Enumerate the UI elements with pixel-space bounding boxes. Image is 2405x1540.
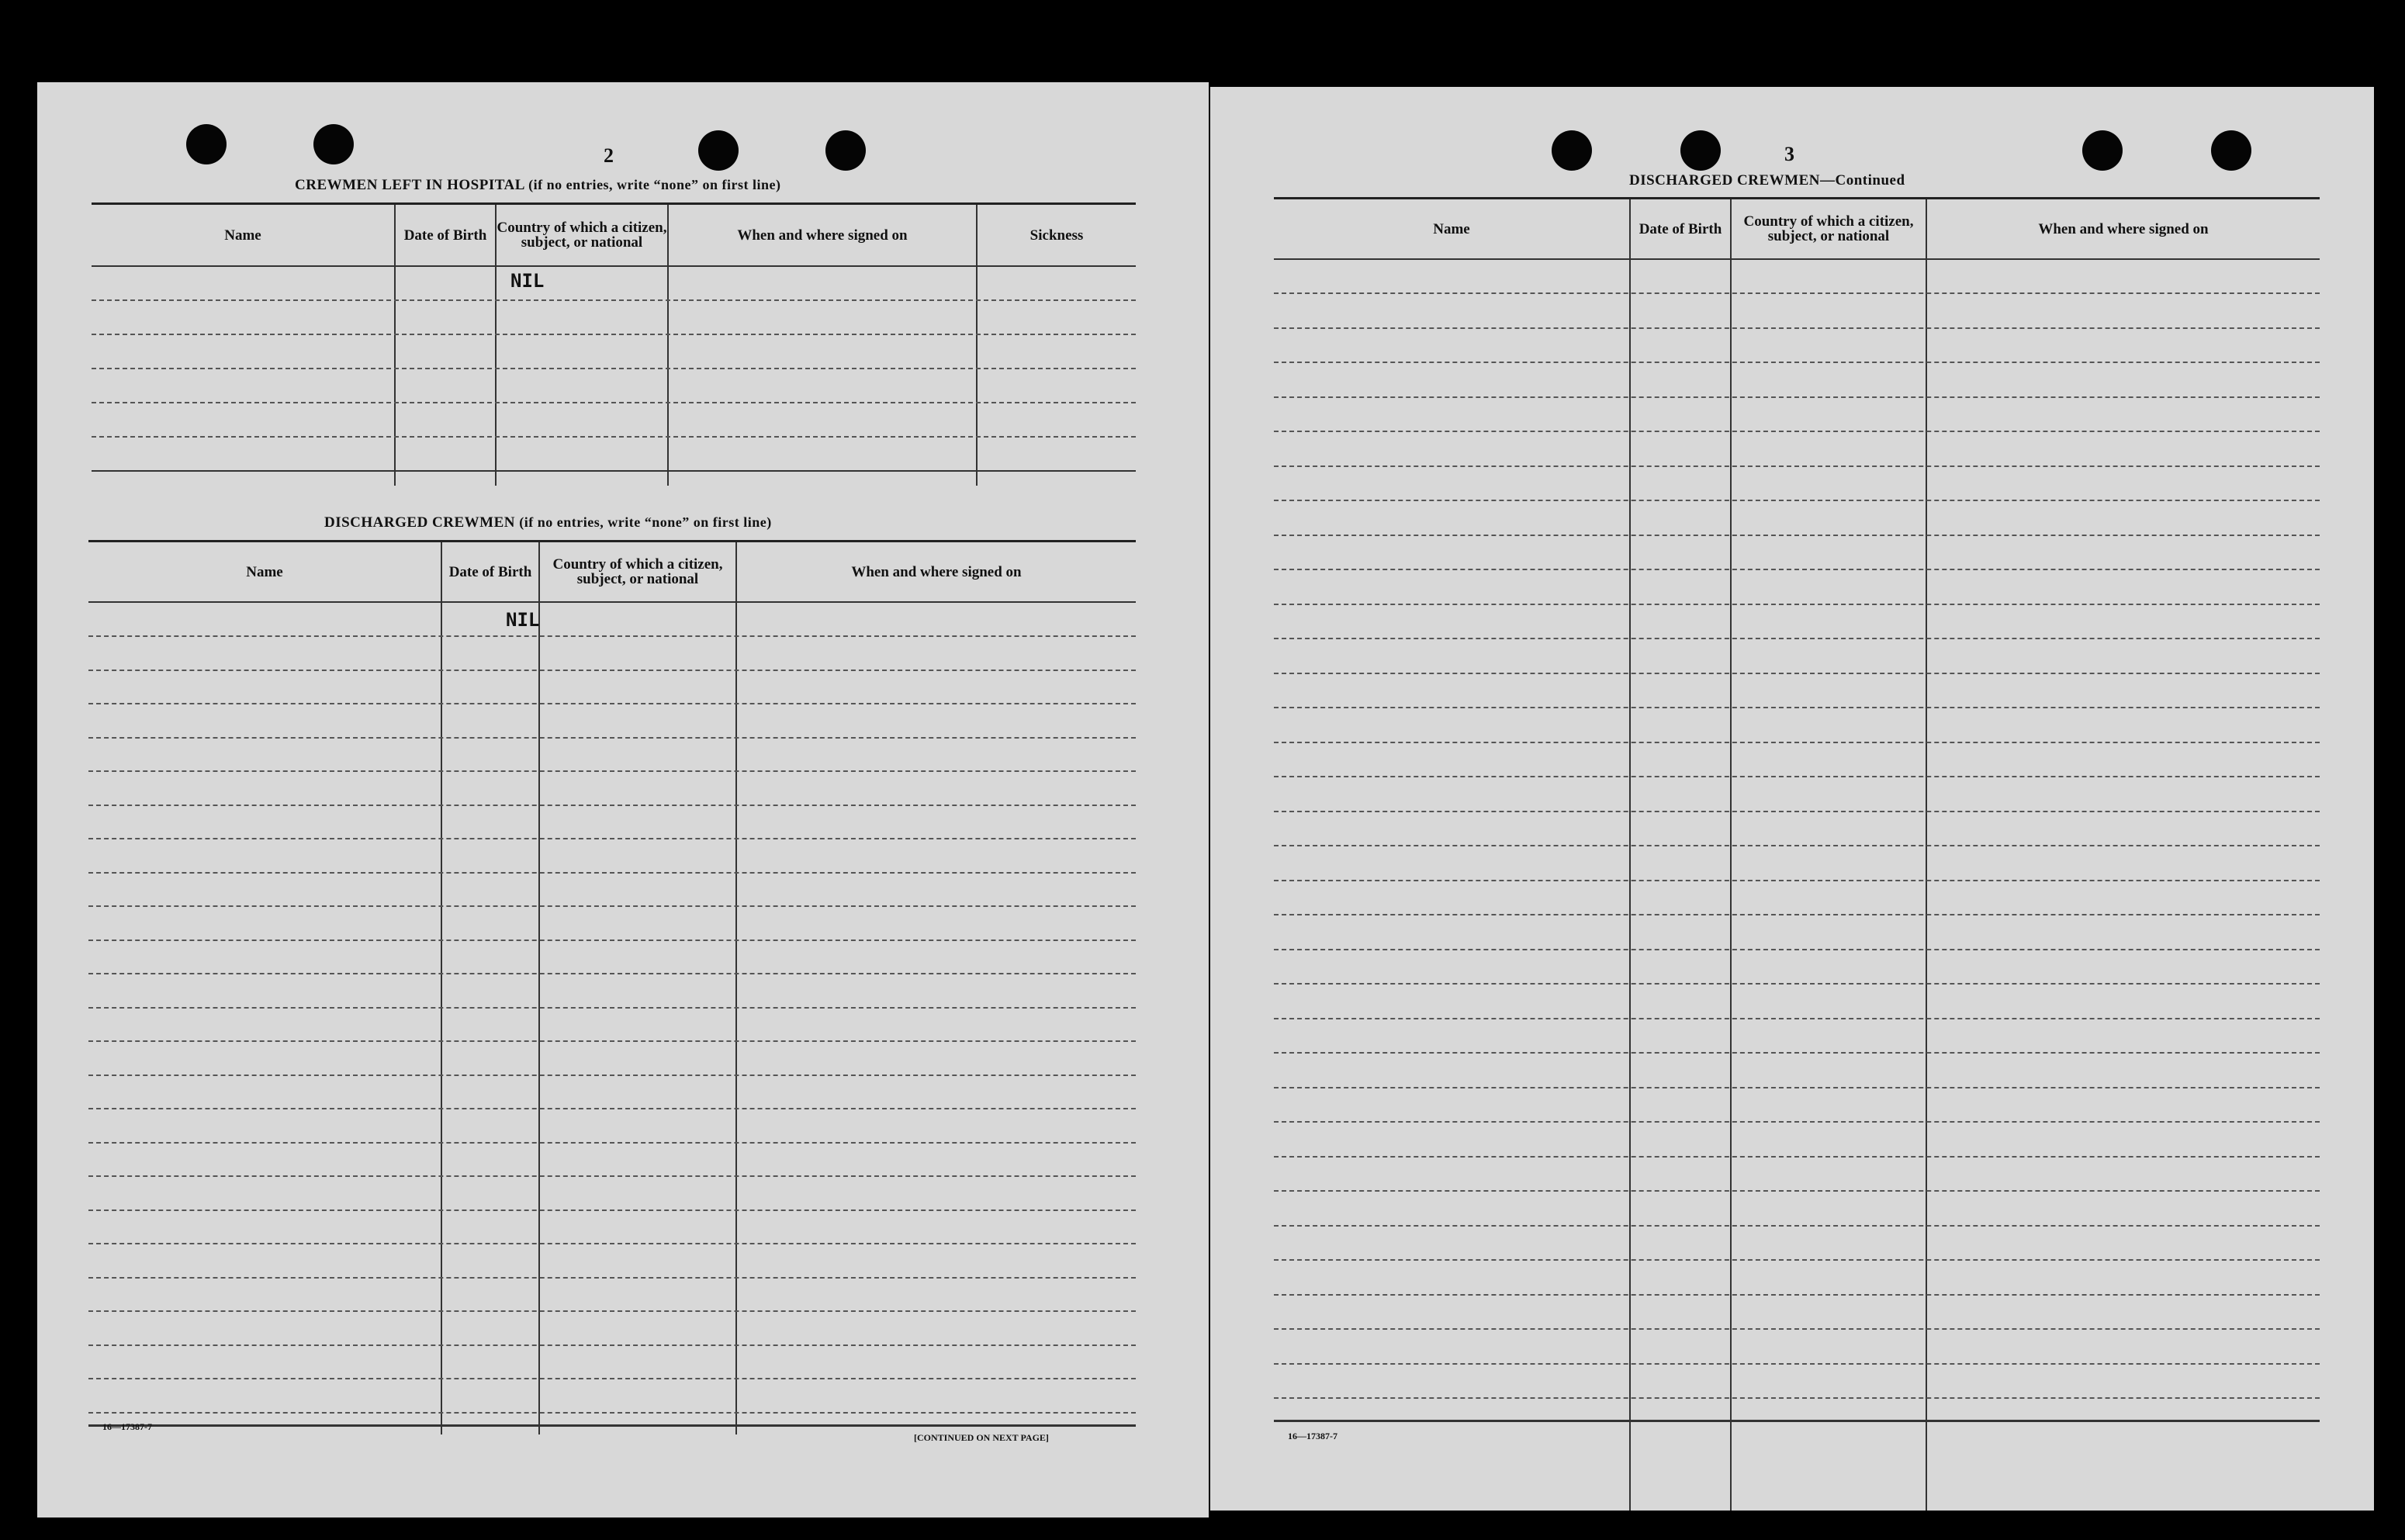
table-row: [1274, 673, 2320, 674]
table-row: [1274, 465, 2320, 467]
table-row: [88, 635, 1136, 637]
discharged-continued-header: [1274, 199, 2320, 260]
table-row: [92, 402, 1136, 403]
table-row: [92, 436, 1136, 438]
table-row: [88, 737, 1136, 739]
table-row: [1274, 396, 2320, 398]
table-row: [92, 368, 1136, 369]
header-name: Name: [224, 227, 261, 244]
table-row: [88, 1378, 1136, 1379]
column-divider: [538, 542, 540, 1434]
header-date-of-birth: Date of Birth: [1639, 220, 1722, 237]
table-row: [1274, 845, 2320, 846]
table-row: [1274, 1190, 2320, 1192]
table-row: [92, 334, 1136, 335]
punch-hole: [313, 124, 354, 164]
table-row: [1274, 638, 2320, 639]
table-row: [1274, 776, 2320, 777]
discharged-section-title: [324, 514, 772, 531]
punch-hole: [2211, 130, 2251, 171]
table-row: [88, 770, 1136, 772]
table-row: [1274, 535, 2320, 536]
column-divider: [394, 205, 396, 486]
table-row: [1274, 1397, 2320, 1399]
hospital-table-header: [92, 205, 1136, 267]
continued-note: [CONTINUED ON NEXT PAGE]: [914, 1432, 1049, 1443]
table-row: [88, 1075, 1136, 1076]
table-row: [1274, 811, 2320, 812]
table-row: [1274, 949, 2320, 950]
table-row: [1274, 1018, 2320, 1019]
form-number: 16—17387-7: [1288, 1431, 1337, 1441]
table-row: [88, 940, 1136, 941]
table-row: [1274, 604, 2320, 605]
column-divider: [495, 205, 497, 486]
table-row: [88, 1310, 1136, 1312]
table-row: [88, 1344, 1136, 1346]
table-row: [1274, 1121, 2320, 1123]
header-name: Name: [1433, 220, 1470, 237]
punch-hole: [1680, 130, 1721, 171]
discharged-entry: NIL: [506, 609, 540, 631]
page-number: 2: [604, 144, 614, 167]
discharged-title-note: (if no entries, write “none” on first line): [519, 514, 772, 530]
punch-hole: [698, 130, 739, 171]
table-row: [88, 838, 1136, 839]
header-date-of-birth: Date of Birth: [403, 227, 487, 244]
table-row: [1274, 1328, 2320, 1330]
discharged-title-text: DISCHARGED CREWMEN: [324, 514, 515, 531]
form-number: 16—17387-7: [102, 1421, 152, 1432]
header-sickness: Sickness: [1029, 227, 1084, 244]
header-signed-on: When and where signed on: [2038, 220, 2209, 237]
table-row: [1274, 500, 2320, 501]
table-row: [1274, 292, 2320, 294]
column-divider: [667, 205, 669, 486]
table-row: [1274, 1156, 2320, 1158]
table-row: [1274, 1294, 2320, 1296]
table-row: [1274, 431, 2320, 432]
table-row: [1274, 362, 2320, 363]
table-row: [88, 1007, 1136, 1009]
punch-hole: [2082, 130, 2123, 171]
table-row: [1274, 742, 2320, 743]
hospital-title-text: CREWMEN LEFT IN HOSPITAL: [295, 177, 524, 193]
punch-hole: [1552, 130, 1592, 171]
punch-hole: [186, 124, 227, 164]
table-row: [1274, 1052, 2320, 1054]
header-country: Country of which a citizen, subject, or national: [552, 556, 723, 587]
table-row: [1274, 1087, 2320, 1088]
table-row: [88, 1412, 1136, 1414]
header-name: Name: [246, 563, 283, 580]
table-row: [88, 1210, 1136, 1211]
table-row: [1274, 914, 2320, 915]
table-row: [88, 1243, 1136, 1244]
header-country: Country of which a citizen, subject, or national: [497, 220, 667, 251]
table-row: [1274, 1363, 2320, 1365]
table-row: [88, 1277, 1136, 1279]
table-row: [1274, 707, 2320, 708]
discharged-table: [88, 540, 1136, 1434]
discharged-continued-title: DISCHARGED CREWMEN—Continued: [1629, 172, 1905, 189]
hospital-title-note: (if no entries, write “none” on first line): [528, 177, 781, 192]
table-row: [1274, 1225, 2320, 1227]
table-row: [1274, 983, 2320, 985]
table-row: [88, 703, 1136, 704]
table-row: [88, 973, 1136, 974]
hospital-entry: NIL: [510, 270, 545, 292]
table-row: [88, 1108, 1136, 1109]
column-divider: [976, 205, 978, 486]
header-signed-on: When and where signed on: [737, 227, 908, 244]
bottom-rule: [1274, 1420, 2320, 1422]
bottom-rule: [88, 1424, 1136, 1427]
header-country: Country of which a citizen, subject, or national: [1743, 213, 1914, 244]
table-row: [88, 905, 1136, 907]
table-row: [1274, 327, 2320, 329]
right-page: [1210, 87, 2374, 1511]
header-date-of-birth: Date of Birth: [448, 563, 532, 580]
table-row: [88, 805, 1136, 806]
column-divider: [441, 542, 442, 1434]
table-row: [88, 670, 1136, 671]
table-row: [88, 1040, 1136, 1042]
discharged-table-header: [88, 542, 1136, 603]
column-divider: [735, 542, 737, 1434]
discharged-continued-table: [1274, 197, 2320, 1511]
hospital-table: [92, 202, 1136, 486]
hospital-section-title: [295, 177, 781, 194]
table-row: [88, 872, 1136, 874]
table-row: [1274, 880, 2320, 881]
page-number: 3: [1784, 143, 1794, 165]
table-row: [88, 1175, 1136, 1177]
table-row: [88, 1142, 1136, 1144]
left-page: [37, 82, 1209, 1518]
table-row: [1274, 569, 2320, 570]
table-row: [1274, 1259, 2320, 1261]
table-bottom: [92, 470, 1136, 472]
header-signed-on: When and where signed on: [851, 563, 1022, 580]
punch-hole: [825, 130, 866, 171]
table-row: [92, 299, 1136, 301]
